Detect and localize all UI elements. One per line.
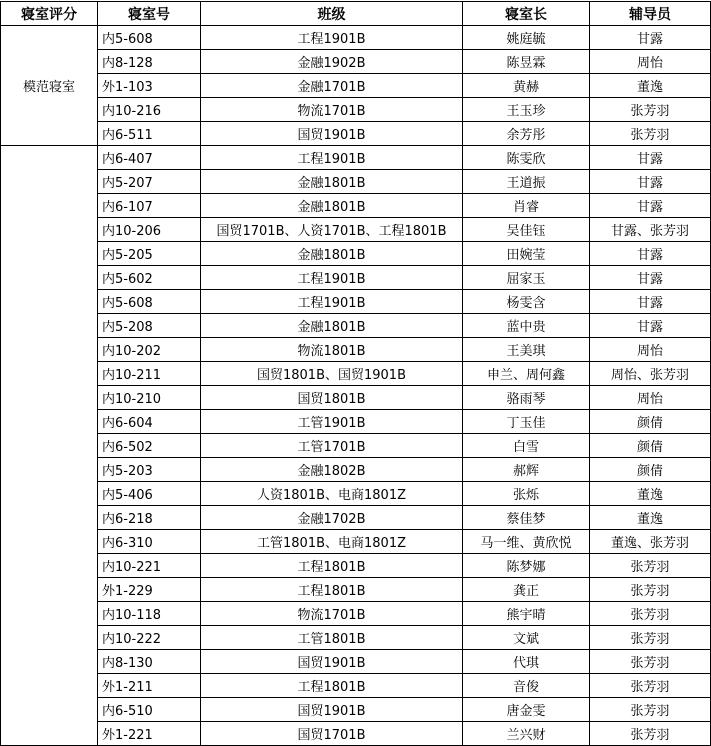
table-row — [1, 362, 711, 386]
room-cell: 内6-511 — [98, 122, 201, 146]
room-cell: 内6-502 — [98, 434, 201, 458]
leader-cell: 张烁 — [463, 482, 590, 506]
table-row — [1, 314, 711, 338]
table-row — [1, 554, 711, 578]
room-cell: 内6-107 — [98, 194, 201, 218]
leader-cell: 兰兴财 — [463, 722, 590, 746]
counselor-cell: 周怡 — [590, 386, 711, 410]
class-cell: 国贸1701B — [201, 722, 463, 746]
class-cell: 物流1701B — [201, 602, 463, 626]
class-cell: 金融1801B — [201, 314, 463, 338]
room-cell: 外1-103 — [98, 74, 201, 98]
header-room: 寝室号 — [98, 2, 201, 26]
room-cell: 内6-604 — [98, 410, 201, 434]
room-cell: 内6-407 — [98, 146, 201, 170]
table-row — [1, 122, 711, 146]
class-cell: 工程1801B — [201, 578, 463, 602]
counselor-cell: 张芳羽 — [590, 650, 711, 674]
counselor-cell: 甘露 — [590, 194, 711, 218]
table-row — [1, 386, 711, 410]
header-class: 班级 — [201, 2, 463, 26]
leader-cell: 蓝中贵 — [463, 314, 590, 338]
table-row — [1, 674, 711, 698]
leader-cell: 余芳彤 — [463, 122, 590, 146]
table-row — [1, 242, 711, 266]
rating-cell — [1, 146, 98, 746]
header-leader: 寝室长 — [463, 2, 590, 26]
counselor-cell: 张芳羽 — [590, 122, 711, 146]
leader-cell: 骆雨琴 — [463, 386, 590, 410]
room-cell: 内10-211 — [98, 362, 201, 386]
counselor-cell: 周怡 — [590, 50, 711, 74]
leader-cell: 申兰、周何鑫 — [463, 362, 590, 386]
table-row — [1, 626, 711, 650]
leader-cell: 马一维、黄欣悦 — [463, 530, 590, 554]
leader-cell: 王道振 — [463, 170, 590, 194]
rating-cell: 模范寝室 — [1, 26, 98, 146]
table-row — [1, 506, 711, 530]
counselor-cell: 周怡 — [590, 338, 711, 362]
header-counselor: 辅导员 — [590, 2, 711, 26]
room-cell: 内5-203 — [98, 458, 201, 482]
table-row — [1, 98, 711, 122]
room-cell: 外1-211 — [98, 674, 201, 698]
class-cell: 国贸1701B、人资1701B、工程1801B — [201, 218, 463, 242]
leader-cell: 丁玉佳 — [463, 410, 590, 434]
class-cell: 金融1702B — [201, 506, 463, 530]
table-row — [1, 458, 711, 482]
table-row — [1, 602, 711, 626]
class-cell: 国贸1901B — [201, 650, 463, 674]
class-cell: 金融1701B — [201, 74, 463, 98]
counselor-cell: 董逸、张芳羽 — [590, 530, 711, 554]
class-cell: 金融1802B — [201, 458, 463, 482]
leader-cell: 陈雯欣 — [463, 146, 590, 170]
counselor-cell: 甘露 — [590, 290, 711, 314]
class-cell: 国贸1901B — [201, 122, 463, 146]
counselor-cell: 张芳羽 — [590, 674, 711, 698]
room-cell: 内10-216 — [98, 98, 201, 122]
leader-cell: 黄赫 — [463, 74, 590, 98]
counselor-cell: 张芳羽 — [590, 578, 711, 602]
room-cell: 外1-221 — [98, 722, 201, 746]
room-cell: 内10-206 — [98, 218, 201, 242]
counselor-cell: 颜倩 — [590, 410, 711, 434]
class-cell: 工管1901B — [201, 410, 463, 434]
counselor-cell: 甘露 — [590, 314, 711, 338]
class-cell: 工程1901B — [201, 290, 463, 314]
leader-cell: 陈梦娜 — [463, 554, 590, 578]
header-row — [1, 2, 711, 26]
table-row — [1, 338, 711, 362]
leader-cell: 音俊 — [463, 674, 590, 698]
table-row — [1, 722, 711, 746]
leader-cell: 熊宇晴 — [463, 602, 590, 626]
class-cell: 工程1901B — [201, 146, 463, 170]
counselor-cell: 张芳羽 — [590, 722, 711, 746]
class-cell: 工管1701B — [201, 434, 463, 458]
leader-cell: 代琪 — [463, 650, 590, 674]
leader-cell: 文斌 — [463, 626, 590, 650]
counselor-cell: 张芳羽 — [590, 602, 711, 626]
counselor-cell: 董逸 — [590, 506, 711, 530]
class-cell: 人资1801B、电商1801Z — [201, 482, 463, 506]
leader-cell: 田婉莹 — [463, 242, 590, 266]
counselor-cell: 张芳羽 — [590, 98, 711, 122]
counselor-cell: 张芳羽 — [590, 554, 711, 578]
counselor-cell: 甘露 — [590, 242, 711, 266]
leader-cell: 屈家玉 — [463, 266, 590, 290]
room-cell: 内5-608 — [98, 26, 201, 50]
room-cell: 内8-130 — [98, 650, 201, 674]
counselor-cell: 甘露 — [590, 170, 711, 194]
room-cell: 内10-222 — [98, 626, 201, 650]
leader-cell: 郝辉 — [463, 458, 590, 482]
room-cell: 内6-310 — [98, 530, 201, 554]
class-cell: 国贸1901B — [201, 698, 463, 722]
room-cell: 内5-608 — [98, 290, 201, 314]
room-cell: 内6-510 — [98, 698, 201, 722]
class-cell: 工程1801B — [201, 674, 463, 698]
table-row — [1, 410, 711, 434]
leader-cell: 肖睿 — [463, 194, 590, 218]
room-cell: 外1-229 — [98, 578, 201, 602]
room-cell: 内5-602 — [98, 266, 201, 290]
counselor-cell: 周怡、张芳羽 — [590, 362, 711, 386]
class-cell: 金融1801B — [201, 194, 463, 218]
table-row — [1, 698, 711, 722]
counselor-cell: 张芳羽 — [590, 698, 711, 722]
room-cell: 内5-406 — [98, 482, 201, 506]
room-cell: 内5-207 — [98, 170, 201, 194]
class-cell: 物流1801B — [201, 338, 463, 362]
table-row — [1, 578, 711, 602]
class-cell: 工管1801B、电商1801Z — [201, 530, 463, 554]
table-header — [1, 2, 711, 26]
dorm-rating-table — [0, 1, 711, 746]
counselor-cell: 甘露 — [590, 146, 711, 170]
leader-cell: 王玉珍 — [463, 98, 590, 122]
leader-cell: 蔡佳梦 — [463, 506, 590, 530]
leader-cell: 姚庭毓 — [463, 26, 590, 50]
class-cell: 工管1801B — [201, 626, 463, 650]
counselor-cell: 董逸 — [590, 74, 711, 98]
room-cell: 内5-205 — [98, 242, 201, 266]
counselor-cell: 颜倩 — [590, 434, 711, 458]
counselor-cell: 甘露 — [590, 26, 711, 50]
class-cell: 金融1902B — [201, 50, 463, 74]
room-cell: 内6-218 — [98, 506, 201, 530]
class-cell: 工程1801B — [201, 554, 463, 578]
room-cell: 内5-208 — [98, 314, 201, 338]
counselor-cell: 董逸 — [590, 482, 711, 506]
counselor-cell: 颜倩 — [590, 458, 711, 482]
table-row — [1, 26, 711, 50]
room-cell: 内10-210 — [98, 386, 201, 410]
table-row — [1, 194, 711, 218]
leader-cell: 杨雯含 — [463, 290, 590, 314]
table-row — [1, 266, 711, 290]
counselor-cell: 甘露 — [590, 266, 711, 290]
table-row — [1, 434, 711, 458]
table-row — [1, 170, 711, 194]
class-cell: 金融1801B — [201, 170, 463, 194]
table-row — [1, 218, 711, 242]
table-row — [1, 482, 711, 506]
table-body — [1, 26, 711, 746]
leader-cell: 龚正 — [463, 578, 590, 602]
class-cell: 国贸1801B、国贸1901B — [201, 362, 463, 386]
class-cell: 金融1801B — [201, 242, 463, 266]
class-cell: 工程1901B — [201, 26, 463, 50]
leader-cell: 王美琪 — [463, 338, 590, 362]
table-row — [1, 146, 711, 170]
table-row — [1, 74, 711, 98]
counselor-cell: 张芳羽 — [590, 626, 711, 650]
class-cell: 物流1701B — [201, 98, 463, 122]
table-row — [1, 650, 711, 674]
counselor-cell: 甘露、张芳羽 — [590, 218, 711, 242]
room-cell: 内10-221 — [98, 554, 201, 578]
table-row — [1, 50, 711, 74]
leader-cell: 白雪 — [463, 434, 590, 458]
leader-cell: 陈昱霖 — [463, 50, 590, 74]
room-cell: 内8-128 — [98, 50, 201, 74]
room-cell: 内10-118 — [98, 602, 201, 626]
table-row — [1, 290, 711, 314]
table-row — [1, 530, 711, 554]
class-cell: 国贸1801B — [201, 386, 463, 410]
leader-cell: 唐金雯 — [463, 698, 590, 722]
class-cell: 工程1901B — [201, 266, 463, 290]
header-rating: 寝室评分 — [1, 2, 98, 26]
leader-cell: 吴佳钰 — [463, 218, 590, 242]
room-cell: 内10-202 — [98, 338, 201, 362]
